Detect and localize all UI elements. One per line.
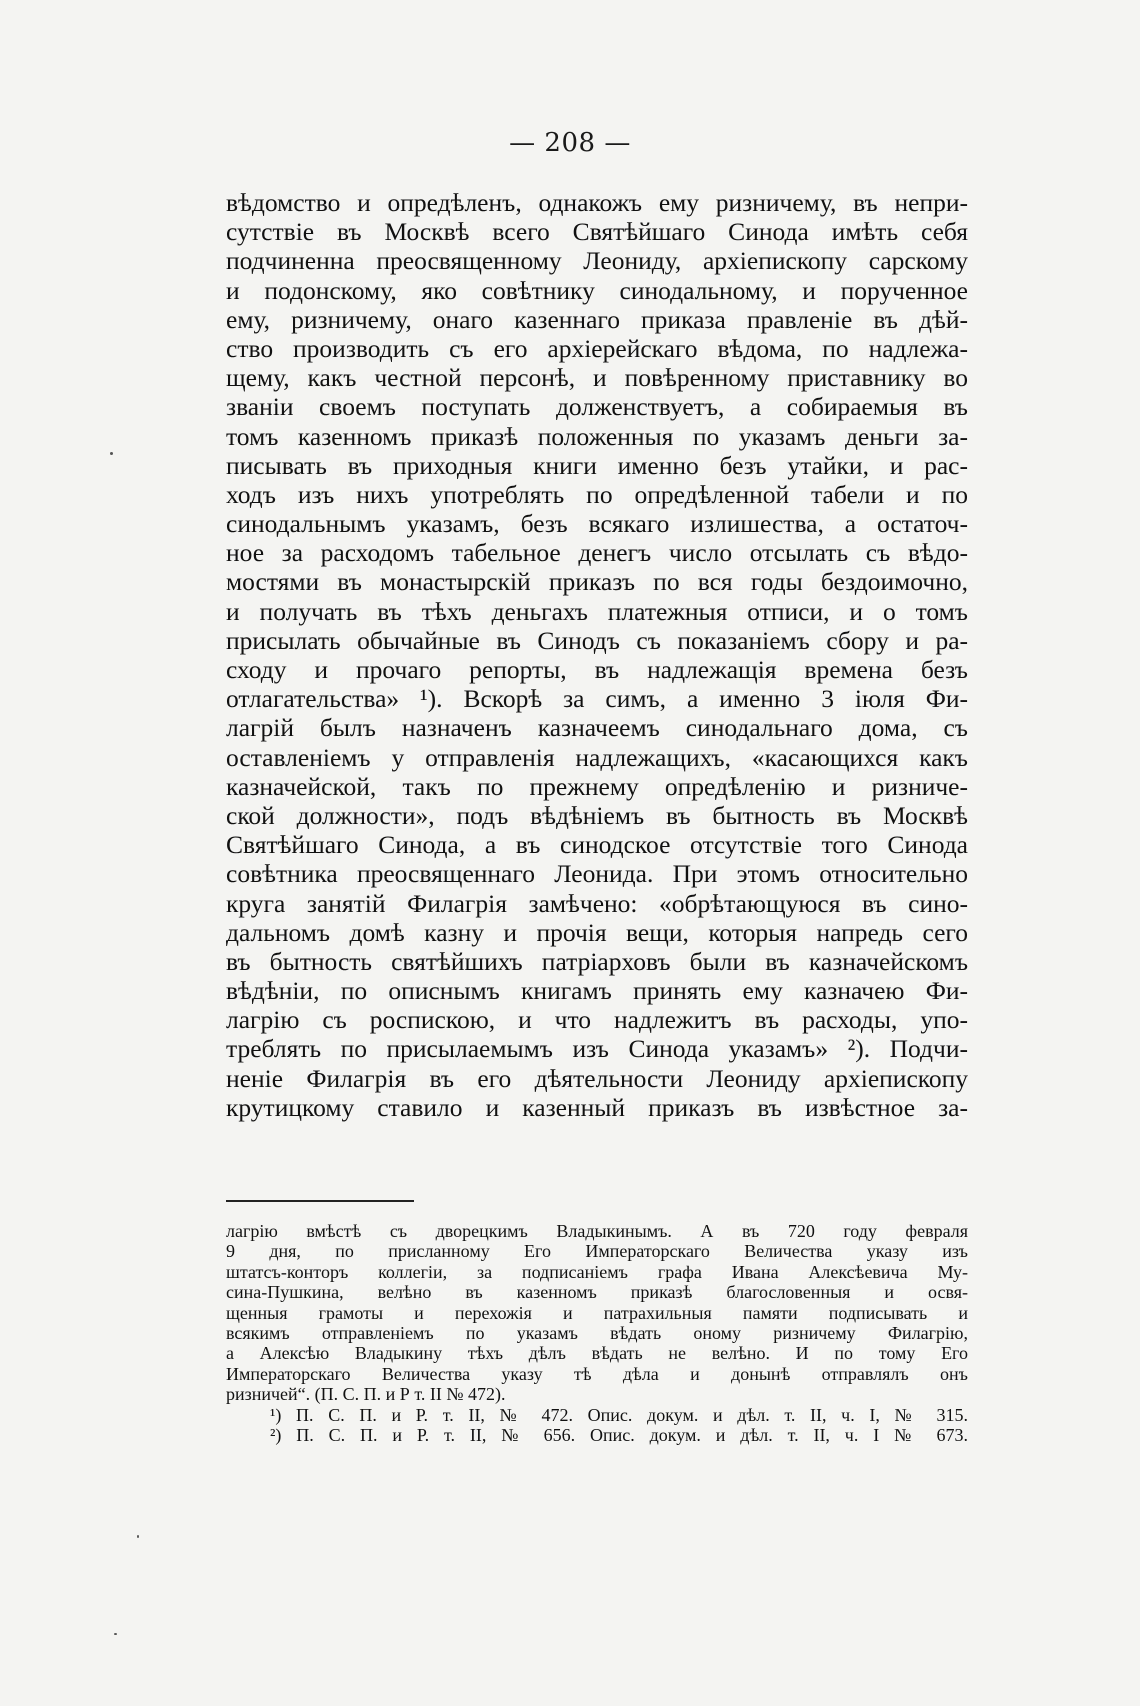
footnotes	[226, 1221, 968, 1445]
footnote-line: лагрію вмѣстѣ съ дворецкимъ Владыкинымъ. А въ 720 году февраля	[226, 1221, 968, 1241]
text-line: вѣдомство и опредѣленъ, однакожъ ему ризничему, въ непри-	[226, 188, 968, 217]
footnote-line: Императорскаго Величества указу тѣ дѣла и донынѣ отправлялъ онъ	[226, 1363, 968, 1384]
text-line: отлагательства» ¹). Вскорѣ за симъ, а именно 3 іюля Фи-	[226, 684, 968, 714]
text-line: ное за расходомъ табельное денегъ число отсылать съ вѣдо-	[226, 538, 968, 568]
text-line: сходу и прочаго репорты, въ надлежащія времена безъ	[226, 655, 968, 684]
footnote-ref-2: ²) П. С. П. и Р. т. II, № 656. Опис. докум. и дѣл. т. II, ч. I № 673.	[270, 1424, 968, 1445]
footnote-line: а Алексѣю Владыкину тѣхъ дѣлъ вѣдать не велѣно. И по тому Его	[226, 1343, 968, 1364]
scan-speck	[114, 1633, 117, 1635]
text-line: лагрій былъ назначенъ казначеемъ синодальнаго дома, съ	[226, 713, 968, 743]
text-line: круга занятій Филагрія замѣчено: «обрѣтающуюся въ сино-	[226, 888, 968, 918]
text-line: крутицкому ставило и казенный приказъ въ извѣстное за-	[226, 1092, 968, 1122]
text-line: оставленіемъ у отправленія надлежащихъ, «касающихся какъ	[226, 742, 968, 772]
text-line: сутствіе въ Москвѣ всего Святѣйшаго Синода имѣть себя	[226, 217, 968, 247]
footnote-line: всякимъ отправленіемъ по указамъ вѣдать оному ризничему Филагрію,	[226, 1322, 968, 1343]
text-line: подчиненна преосвященному Леониду, архіепископу сарскому	[226, 246, 968, 276]
text-line: неніе Филагрія въ его дѣятельности Леониду архіепископу	[226, 1063, 968, 1093]
text-line: ство производить съ его архіерейскаго вѣдома, по надлежа-	[226, 333, 968, 363]
footnote-divider	[226, 1200, 414, 1202]
text-line: треблять по присылаемымъ изъ Синода указамъ» ²). Подчи-	[226, 1034, 968, 1064]
text-line: лагрію съ роспискою, и что надлежитъ въ расходы, упо-	[226, 1005, 968, 1035]
text-line: присылать обычайные въ Синодъ съ показаніемъ сбору и ра-	[226, 625, 968, 655]
main-text	[226, 188, 968, 1122]
text-line: томъ казенномъ приказѣ положенныя по указамъ деньги за-	[226, 421, 968, 451]
footnote-line: ризничей“. (П. С. П. и Р т. II № 472).	[226, 1384, 506, 1405]
text-line: ему, ризничему, онаго казеннаго приказа правленіе въ дѣй-	[226, 304, 968, 334]
text-line: щему, какъ честной персонѣ, и повѣренному приставнику во	[226, 363, 968, 393]
text-line: ходъ изъ нихъ употреблять по опредѣленной табели и по	[226, 479, 968, 509]
footnote-line: штатсъ-конторъ коллегіи, за подписаніемъ графа Ивана Алексѣевича Му-	[226, 1261, 968, 1282]
footnote-ref-1: ¹) П. С. П. и Р. т. II, № 472. Опис. докум. и дѣл. т. II, ч. I, № 315.	[270, 1404, 968, 1425]
footnote-line: сина-Пушкина, велѣно въ казенномъ приказѣ благословенныя и освя-	[226, 1282, 968, 1303]
text-line: синодальнымъ указамъ, безъ всякаго излишества, а остаточ-	[226, 509, 968, 539]
page-number: — 208 —	[509, 128, 631, 158]
footnote-line: 9 дня, по присланному Его Императорскаго Величества указу изъ	[226, 1241, 968, 1262]
scan-speck	[137, 1535, 139, 1538]
scan-speck	[110, 452, 113, 455]
text-line: въ бытность святѣйшихъ патріарховъ были въ казначейскомъ	[226, 946, 968, 976]
text-line: совѣтника преосвященнаго Леонида. При этомъ относительно	[226, 859, 968, 889]
text-line: и подонскому, яко совѣтнику синодальному, и порученное	[226, 275, 968, 305]
text-line: мостями въ монастырскій приказъ по вся годы бездоимочно,	[226, 567, 968, 597]
footnote-line: щенныя грамоты и перехожія и патрахильныя памяти подписывать и	[226, 1302, 968, 1323]
text-line: казначейской, такъ по прежнему опредѣленію и ризниче-	[226, 771, 968, 801]
text-line: вѣдѣніи, по описнымъ книгамъ принять ему казначею Фи-	[226, 976, 968, 1006]
text-line: и получать въ тѣхъ деньгахъ платежныя отписи, и о томъ	[226, 596, 968, 626]
text-line: писывать въ приходныя книги именно безъ утайки, и рас-	[226, 450, 968, 480]
text-line: Святѣйшаго Синода, а въ синодское отсутствіе того Синода	[226, 830, 968, 860]
text-line: дальномъ домѣ казну и прочія вещи, которыя напредь сего	[226, 917, 968, 947]
text-line: званіи своемъ поступать долженствуетъ, а собираемыя въ	[226, 392, 968, 422]
text-line: ской должности», подъ вѣдѣніемъ въ бытность въ Москвѣ	[226, 800, 968, 830]
